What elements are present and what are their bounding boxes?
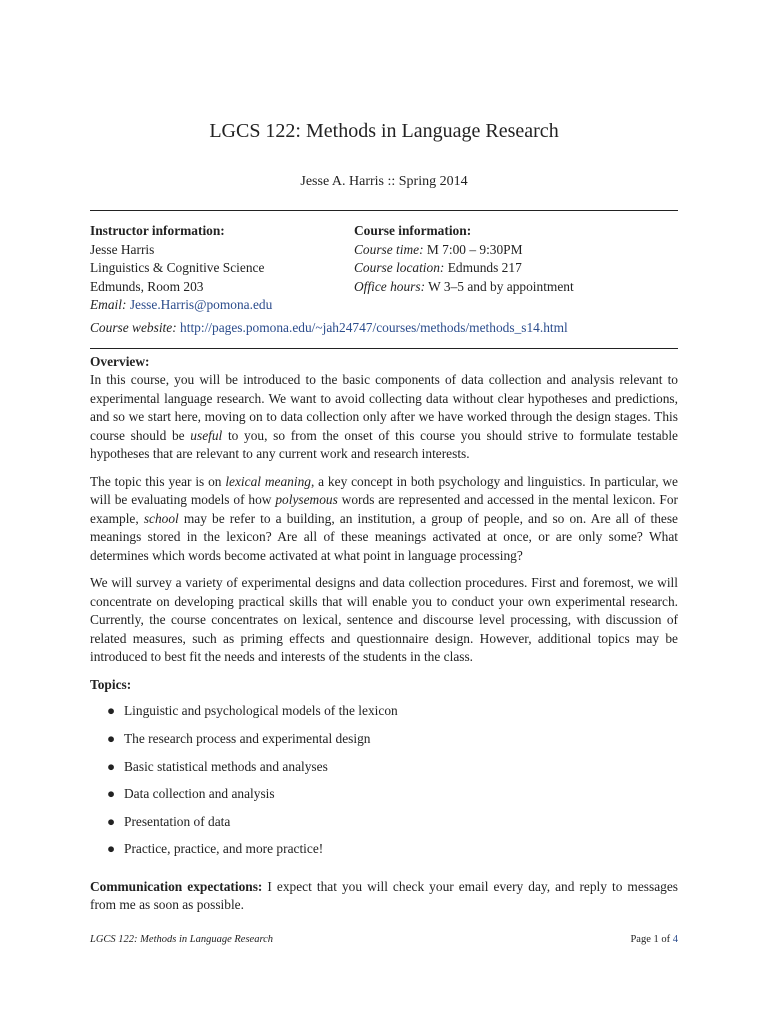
- emphasis: lexical meaning: [225, 473, 311, 489]
- text-span: The topic this year is on: [90, 473, 226, 489]
- document-title: LGCS 122: Methods in Language Research: [209, 120, 559, 142]
- list-item-text: Presentation of data: [124, 813, 231, 829]
- text-span: to you, so from the onset of this course you should strive to formulate testable hypotheses that are relevant to any current work and research interests.: [90, 427, 678, 462]
- instructor-info: [90, 222, 350, 315]
- list-item: [90, 813, 678, 841]
- instructor-email-row: [90, 296, 350, 315]
- course-time-value: M 7:00 – 9:30PM: [426, 241, 523, 257]
- list-item: [90, 702, 678, 730]
- overview-paragraph-3: We will survey a variety of experimental designs and data collection procedures. First and foremost, we will concentrate on developing practical skills that will enable you to conduct your own experimental research. Currently, the course concentrates on lexical, sentence and discourse level processing, with discussion of related measures, such as priming effects and questionnaire design. However, additional topics may be introduced to best fit the needs and interests of the students in the class.: [90, 575, 678, 665]
- emphasis: useful: [190, 427, 223, 443]
- page-number: [630, 931, 678, 949]
- top-rule: [90, 210, 678, 211]
- text-span: In this course, you will be introduced to the basic components of data collection and analysis relevant to experimental language research. We want to avoid collecting data without clear hypotheses and predictions, and so we start here, moving on to data collection only after we have worked through the design stages. This course should be: [90, 372, 678, 443]
- list-item: [90, 758, 678, 786]
- bullet-icon: ●: [107, 703, 116, 719]
- instructor-department: Linguistics & Cognitive Science: [90, 260, 265, 276]
- text-span: words are represented and accessed in the mental lexicon. For example,: [90, 492, 678, 526]
- bullet-icon: ●: [107, 813, 116, 829]
- course-location-label: Course location:: [354, 260, 445, 276]
- communication-paragraph: [90, 878, 678, 915]
- text-span: may be refer to a building, an institution, a group of people, and so on. Are all of these meanings stored in the lexicon? Are all of these meanings activated at once, or are only some? What determines which words become activated at what point in language processing?: [90, 510, 678, 563]
- footer-course-title: LGCS 122: Methods in Language Research: [90, 934, 274, 945]
- course-heading: Course information:: [354, 223, 472, 238]
- document-subtitle: Jesse A. Harris :: Spring 2014: [300, 174, 468, 189]
- course-location-row: [354, 259, 678, 278]
- page-number-prefix: Page 1 of: [630, 934, 673, 945]
- instructor-name: Jesse Harris: [90, 241, 155, 257]
- office-hours-label: Office hours:: [354, 278, 426, 294]
- course-website-row: [90, 319, 678, 337]
- course-website-label: Course website:: [90, 320, 177, 335]
- list-item-text: Linguistic and psychological models of the lexicon: [124, 703, 398, 719]
- list-item-text: Practice, practice, and more practice!: [124, 841, 324, 857]
- bullet-icon: ●: [107, 841, 116, 857]
- mid-rule: [90, 348, 678, 349]
- list-item-text: Basic statistical methods and analyses: [124, 758, 328, 774]
- overview-paragraph-2: [90, 473, 678, 565]
- instructor-heading: Instructor information:: [90, 223, 225, 238]
- course-location-value: Edmunds 217: [447, 260, 522, 276]
- list-item-text: The research process and experimental design: [124, 731, 371, 746]
- email-label: Email:: [90, 297, 127, 313]
- instructor-office: Edmunds, Room 203: [90, 278, 204, 294]
- text-span: , a key concept in both psychology and linguistics. In particular, we will be evaluating models of how: [90, 473, 678, 508]
- course-time-row: [354, 241, 678, 260]
- page-total-link[interactable]: 4: [672, 934, 678, 945]
- topics-list: [90, 702, 678, 868]
- overview-paragraph-1: [90, 371, 678, 463]
- course-info: [354, 222, 678, 296]
- communication-text: I expect that you will check your email every day, and reply to messages from me as soon as possible.: [90, 878, 679, 913]
- office-hours-row: [354, 278, 678, 297]
- list-item: [90, 840, 678, 868]
- body-text: [90, 353, 678, 924]
- list-item: [90, 785, 678, 813]
- emphasis: school: [143, 510, 179, 526]
- list-item: [90, 730, 678, 758]
- course-website-link[interactable]: http://pages.pomona.edu/~jah24747/courses/methods/methods_s14.html: [180, 320, 568, 335]
- course-time-label: Course time:: [354, 241, 424, 257]
- email-link[interactable]: Jesse.Harris@pomona.edu: [129, 297, 273, 313]
- bullet-icon: ●: [107, 731, 116, 746]
- communication-heading: Communication expectations:: [90, 878, 263, 894]
- overview-heading: Overview:: [90, 354, 150, 369]
- list-item-text: Data collection and analysis: [124, 786, 275, 802]
- topics-heading: Topics:: [90, 677, 132, 692]
- bullet-icon: ●: [107, 758, 116, 774]
- bullet-icon: ●: [107, 786, 116, 802]
- office-hours-value: W 3–5 and by appointment: [428, 278, 574, 294]
- emphasis: polysemous: [275, 492, 338, 508]
